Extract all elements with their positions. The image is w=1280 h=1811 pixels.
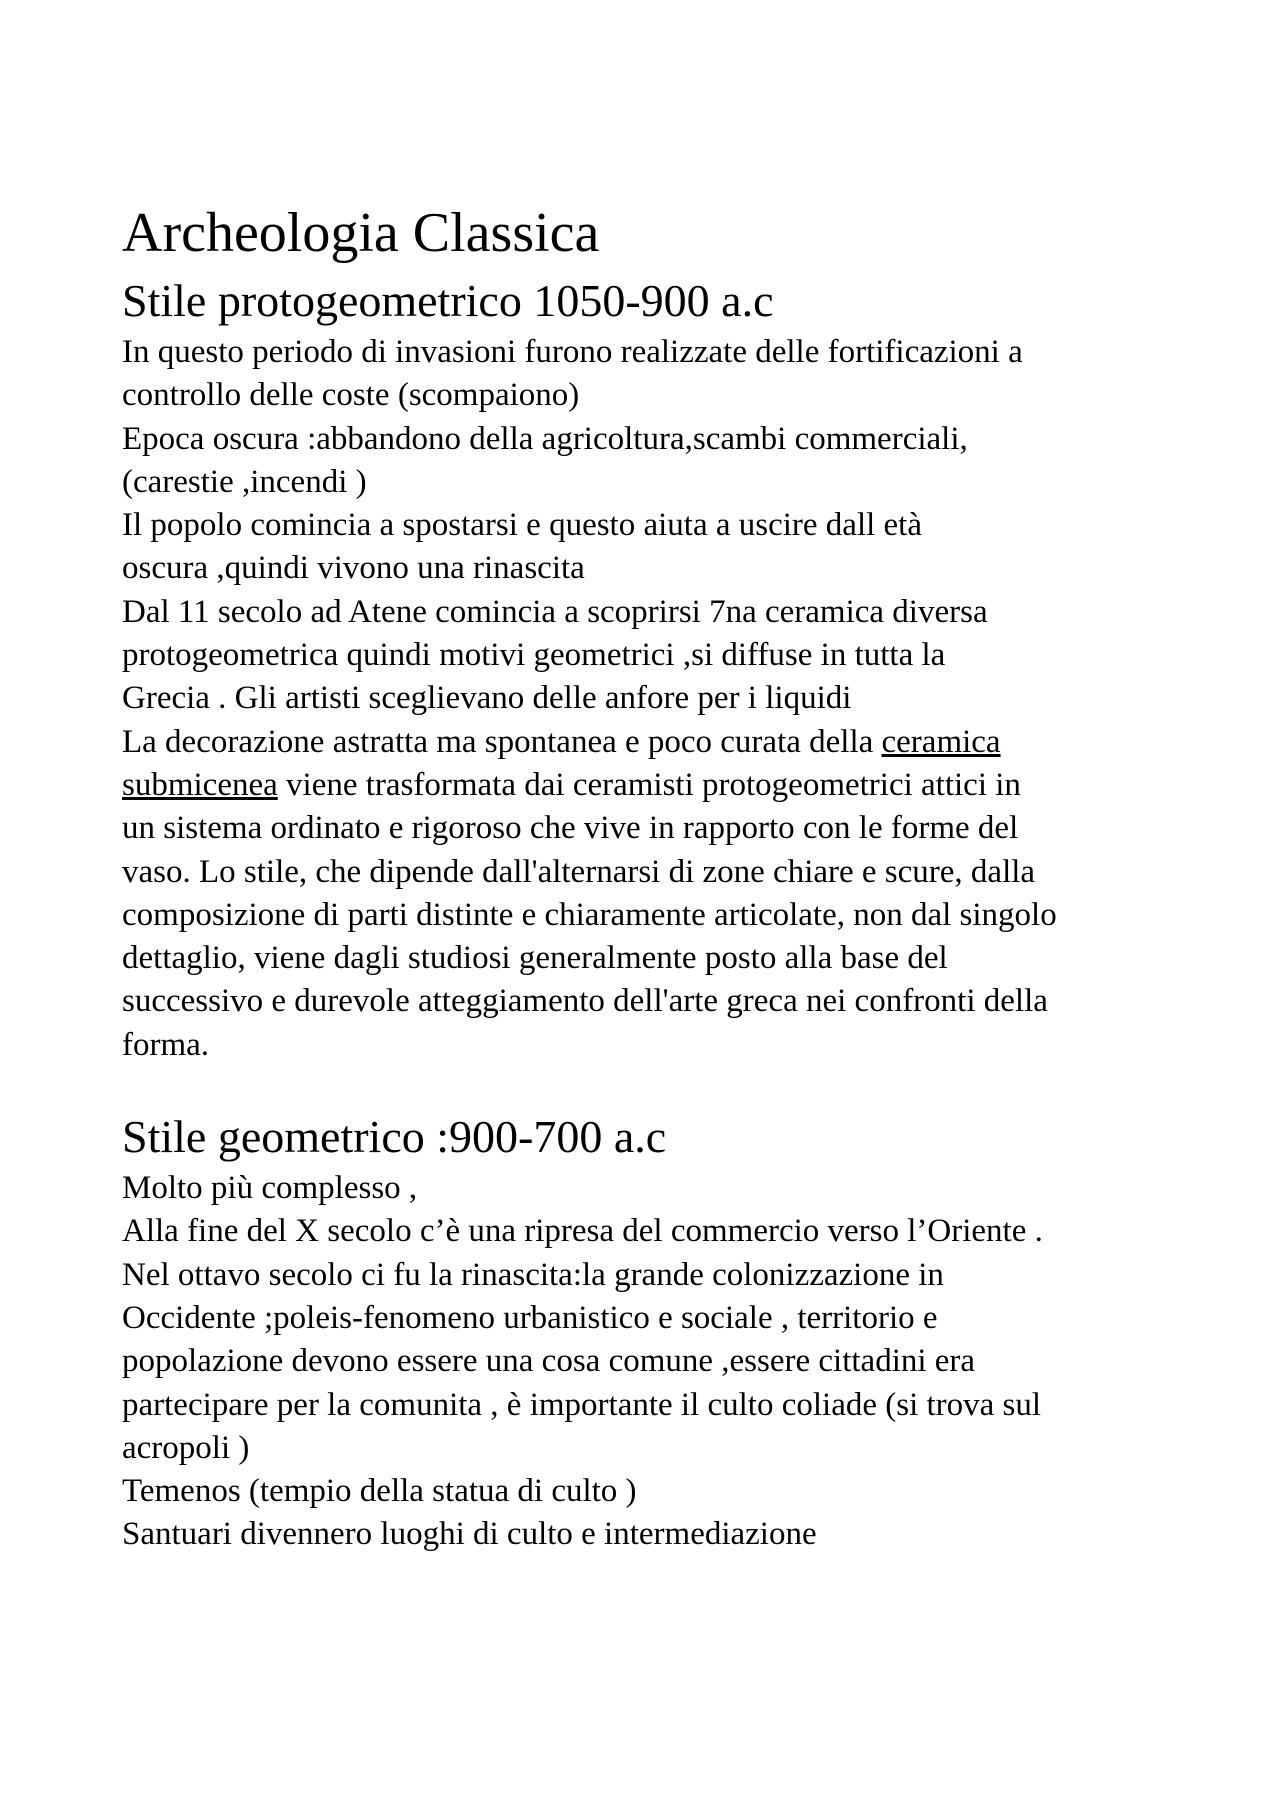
ceramica-submicenea-link-continued[interactable]: submicenea [122, 766, 278, 803]
text-line: partecipare per la comunita , è importante il culto coliade (si trova sul [122, 1386, 1042, 1423]
ceramica-submicenea-link[interactable]: ceramica [881, 723, 1001, 760]
text-fragment: viene trasformata dai ceramisti protogeometrici attici in [277, 766, 1021, 803]
text-line: Temenos (tempio della statua di culto ) [122, 1473, 637, 1510]
document-title: Archeologia Classica [122, 202, 600, 264]
text-line: oscura ,quindi vivono una rinascita [122, 550, 585, 587]
section-heading-protogeometric: Stile protogeometrico 1050-900 a.c [122, 275, 774, 326]
text-line: un sistema ordinato e rigoroso che vive in rapporto con le forme del [122, 810, 1019, 847]
text-line: dettaglio, viene dagli studiosi generalmente posto alla base del [122, 940, 948, 977]
text-line: Molto più complesso , [122, 1170, 418, 1207]
text-line: Alla fine del X secolo c’è una ripresa del commercio verso l’Oriente . [122, 1213, 1043, 1250]
text-line: Dal 11 secolo ad Atene comincia a scoprirsi 7na ceramica diversa [122, 593, 988, 630]
text-fragment: La decorazione astratta ma spontanea e poco curata della [122, 723, 882, 760]
text-line: vaso. Lo stile, che dipende dall'alternarsi di zone chiare e scure, dalla [122, 853, 1036, 890]
text-line: controllo delle coste (scompaiono) [122, 377, 580, 414]
text-line: Nel ottavo secolo ci fu la rinascita:la grande colonizzazione in [122, 1256, 944, 1293]
section-body-geometric [122, 1167, 1182, 1557]
text-line: composizione di parti distinte e chiaramente articolate, non dal singolo [122, 896, 1057, 933]
text-line: In questo periodo di invasioni furono realizzate delle fortificazioni a [122, 334, 1023, 370]
text-line: acropoli ) [122, 1429, 250, 1466]
text-line: Santuari divennero luoghi di culto e intermediazione [122, 1516, 817, 1553]
text-line: (carestie ,incendi ) [122, 463, 367, 500]
section-spacer [122, 1067, 1182, 1107]
text-line: forma. [122, 1026, 210, 1063]
text-line: popolazione devono essere una cosa comune ,essere cittadini era [122, 1343, 976, 1380]
text-line-with-link [122, 721, 1182, 764]
text-line-with-link [122, 764, 1182, 807]
text-line: successivo e durevole atteggiamento dell'arte greca nei confronti della [122, 983, 1048, 1020]
text-line: Il popolo comincia a spostarsi e questo aiuta a uscire dall età [122, 507, 922, 544]
text-line: Grecia . Gli artisti sceglievano delle anfore per i liquidi [122, 680, 852, 717]
text-line: Occidente ;poleis-fenomeno urbanistico e sociale , territorio e [122, 1299, 938, 1336]
section-heading-geometric: Stile geometrico :900-700 a.c [122, 1111, 667, 1163]
text-line: protogeometrica quindi motivi geometrici ,si diffuse in tutta la [122, 637, 946, 674]
text-line: Epoca oscura :abbandono della agricoltura,scambi commerciali, [122, 420, 968, 457]
section-body-protogeometric [122, 331, 1182, 1067]
document-page [122, 196, 1182, 1557]
